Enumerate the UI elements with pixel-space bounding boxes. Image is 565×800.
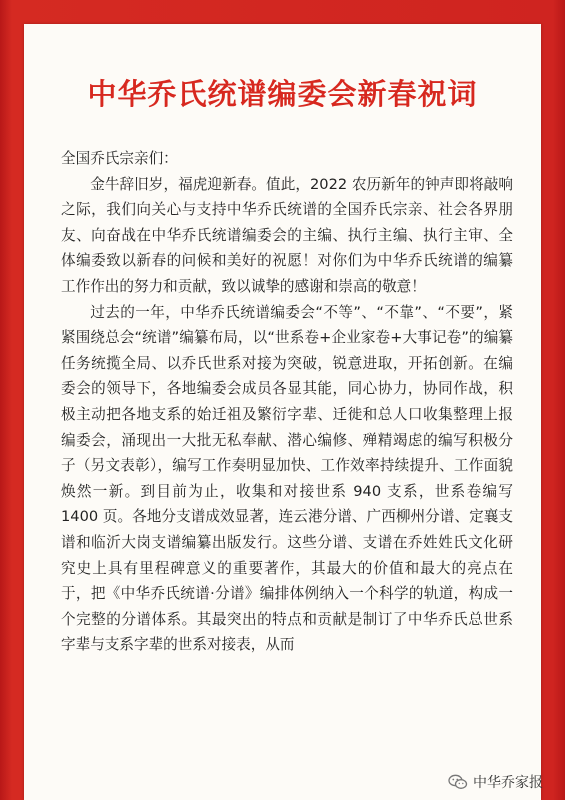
- document-body: [61, 146, 513, 658]
- wechat-icon: [448, 774, 468, 790]
- source-watermark: [448, 772, 543, 792]
- document-page: [24, 24, 541, 800]
- document-title: 中华乔氏统谱编委会新春祝词: [87, 77, 478, 111]
- paragraph-1: 金牛辞旧岁，福虎迎新春。值此，2022 农历新年的钟声即将敲响之际，我们向关心与支持中华乔氏统谱的全国乔氏宗亲、社会各界朋友、向奋战在中华乔氏统谱编委会的主编、执行主编、执行主审、全体编委致以新春的问候和美好的祝愿！对你们为中华乔氏统谱的编纂工作作出的努力和贡献，致以诚挚的感谢和崇高的敬意！: [61, 175, 513, 295]
- salutation: 全国乔氏宗亲们：: [61, 150, 178, 167]
- watermark-label: 中华乔家报: [473, 775, 543, 791]
- paragraph-2: 过去的一年，中华乔氏统谱编委会“不等”、“不靠”、“不要”，紧紧围绕总会“统谱”编纂布局，以“世系卷+企业家卷+大事记卷”的编纂任务统揽全局、以乔氏世系对接为突破，锐意进取，开拓创新。在编委会的领导下，各地编委会成员各显其能，同心协力，协同作战，积极主动把各地支系的始迁祖及繁衍字辈、迁徙和总人口收集整理上报编委会，涌现出一大批无私奉献、潜心编修、殚精竭虑的编写积极分子（另文表彰），编写工作奏明显加快、工作效率持续提升、工作面貌焕然一新。到目前为止，收集和对接世系 940 支系，世系卷编写 1400 页。各地分支谱成效显著，连云港分谱、广西柳州分谱、定襄支谱和临沂大岗支谱编纂出版发行。这些分谱、支谱在乔姓姓氏文化研究史上具有里程碑意义的重要著作，其最大的价值和最大的亮点在于，把《中华乔氏统谱·分谱》编排体例纳入一个科学的轨道，构成一个完整的分谱体系。其最突出的特点和贡献是制订了中华乔氏总世系字辈与支系字辈的世系对接表，从而: [61, 303, 513, 654]
